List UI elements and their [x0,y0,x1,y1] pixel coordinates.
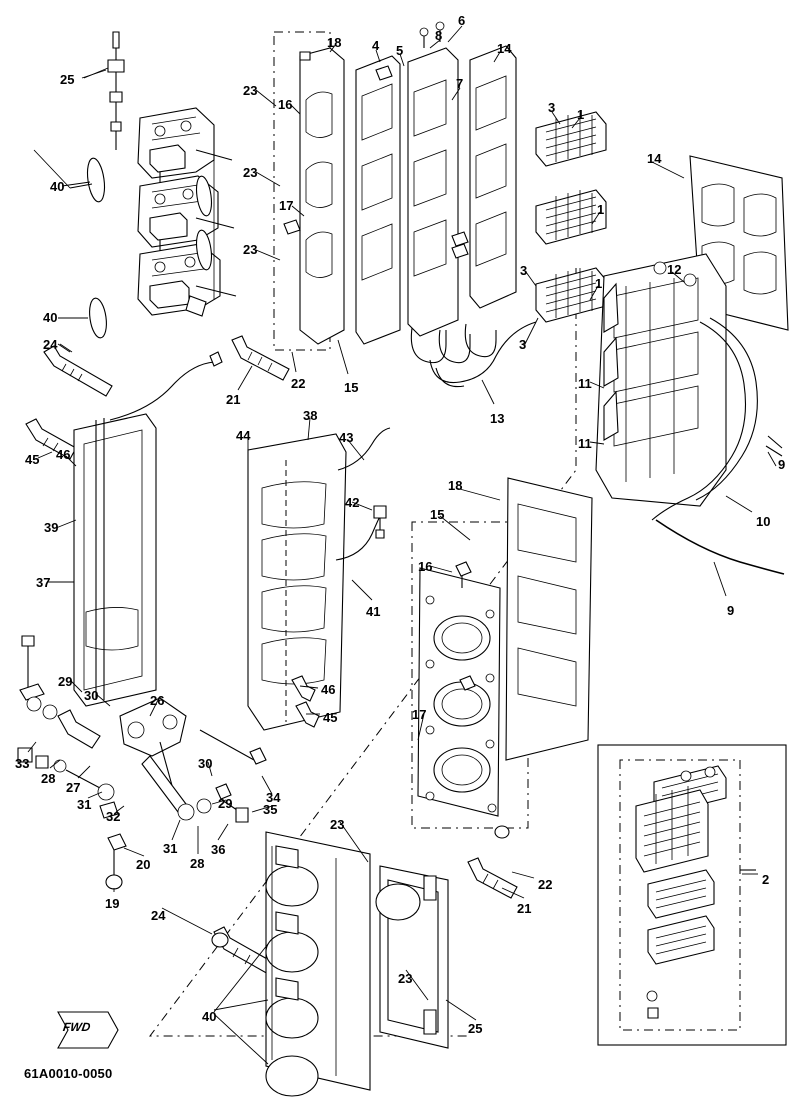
callout-number: 8 [435,28,443,43]
callout-number: 29 [218,796,233,811]
callout-number: 3 [548,100,556,115]
callout-number: 46 [56,447,71,462]
callout-number: 10 [756,514,771,529]
callout-number: 29 [58,674,73,689]
callout-number: 1 [595,276,603,291]
crankcase-group [596,156,788,574]
callout-number: 42 [345,495,360,510]
callout-number: 43 [339,430,354,445]
callout-number: 30 [84,688,99,703]
callout-number: 21 [517,901,532,916]
callout-number: 45 [323,710,338,725]
callout-number: 9 [778,457,786,472]
callout-number: 7 [456,76,464,91]
callout-number: 22 [538,877,553,892]
callout-number: 31 [77,797,92,812]
callout-number: 1 [597,202,605,217]
callout-number: 20 [136,857,151,872]
callout-number: 40 [202,1009,217,1024]
callout-number: 25 [468,1021,483,1036]
callout-number: 40 [43,310,58,325]
callout-number: 16 [418,559,433,574]
callout-number: 24 [43,337,58,352]
callout-number: 38 [303,408,318,423]
intake-gasket-plate-group [418,478,592,898]
callout-number: 23 [398,971,413,986]
callout-number: 18 [448,478,463,493]
callout-number: 12 [667,262,682,277]
callout-number: 37 [36,575,51,590]
inset-reed-valve-group [636,766,756,1018]
callout-number: 31 [163,841,178,856]
callout-number: 26 [150,693,165,708]
callout-number: 23 [243,165,258,180]
callout-number: 34 [266,790,281,805]
exhaust-cover-group [74,352,390,730]
callout-number: 13 [490,411,505,426]
intake-manifold-group [284,22,606,387]
callout-number: 11 [578,376,592,391]
callout-number: 28 [190,856,205,871]
callout-number: 2 [762,872,770,887]
callout-number: 17 [412,707,427,722]
callout-number: 39 [44,520,59,535]
callout-number: 36 [211,842,226,857]
callout-number: 44 [236,428,251,443]
callout-number: 41 [366,604,381,619]
callout-number: 45 [25,452,40,467]
cylinder-block-group [266,832,448,1096]
callout-number: 9 [727,603,735,618]
callout-number: 11 [578,436,592,451]
callout-number: 6 [458,13,466,28]
callout-number: 28 [41,771,56,786]
callout-number: 5 [396,43,404,58]
callout-number: 19 [105,896,120,911]
callout-number: 30 [198,756,213,771]
callout-number: 22 [291,376,306,391]
callout-number: 23 [243,242,258,257]
callout-number: 32 [106,809,121,824]
callout-number: 15 [430,507,445,522]
callout-number: 25 [60,72,75,87]
callout-number: 24 [151,908,166,923]
callout-number: 27 [66,780,81,795]
callout-number: 40 [50,179,65,194]
callout-number: 14 [497,41,512,56]
callout-number: 17 [279,198,294,213]
callout-number: 23 [330,817,345,832]
part-code-label: 61A0010-0050 [24,1066,113,1081]
callout-number: 3 [519,337,527,352]
callout-number: 15 [344,380,359,395]
callout-number: 18 [327,35,342,50]
callout-number: 14 [647,151,662,166]
callout-number: 1 [577,107,585,122]
callout-number: 35 [263,802,278,817]
callout-number: 23 [243,83,258,98]
callout-number: 3 [520,263,528,278]
callout-number: 16 [278,97,293,112]
callout-number: 4 [372,38,380,53]
callout-number: 21 [226,392,241,407]
callout-number: 33 [15,756,30,771]
callout-number: 46 [321,682,336,697]
fwd-direction-label: FWD [62,1020,92,1034]
